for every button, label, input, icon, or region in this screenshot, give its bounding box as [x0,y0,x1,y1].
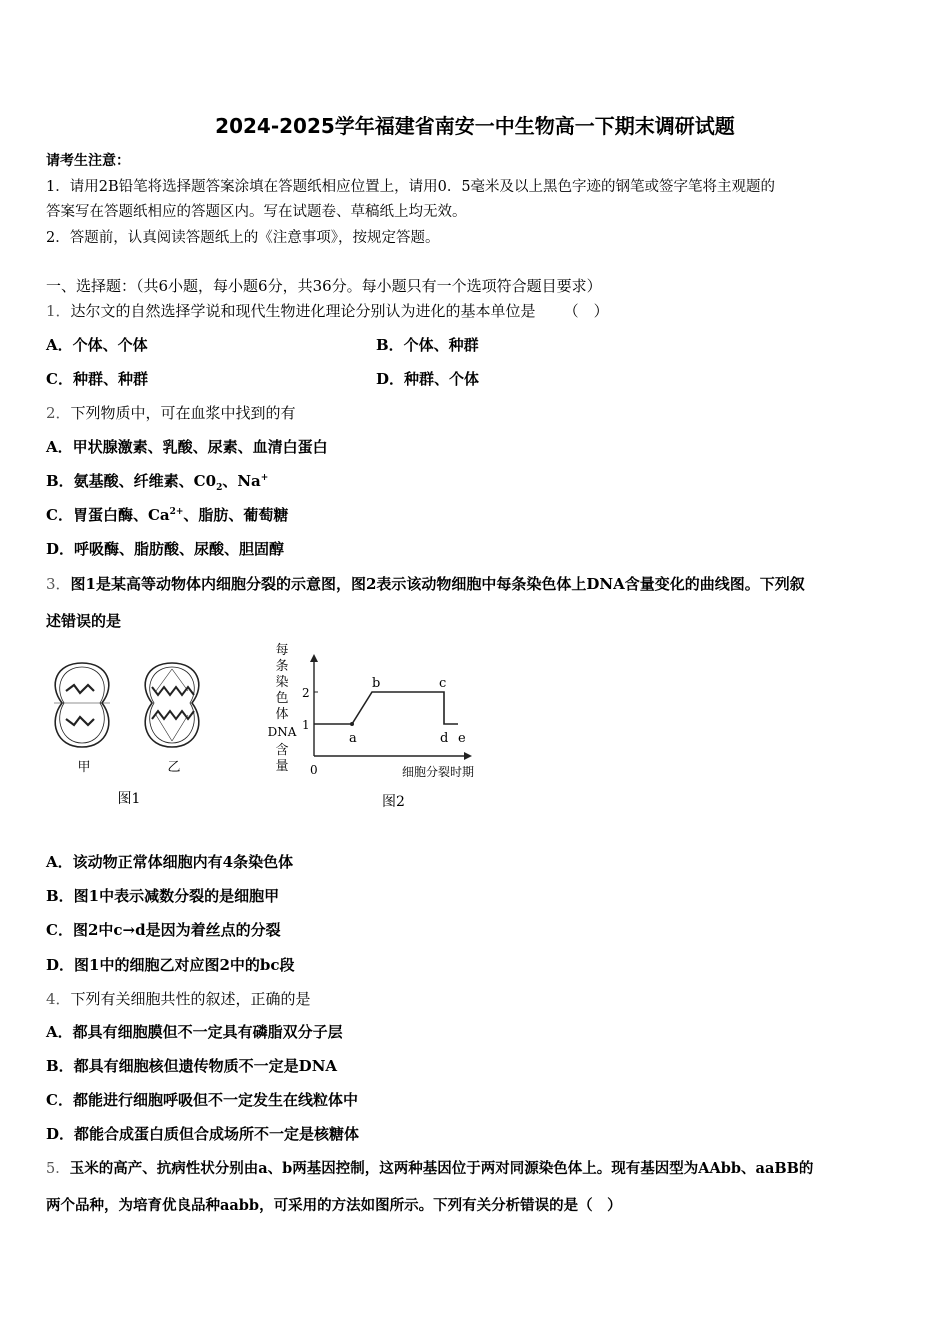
question-stem-cont: 述错误的是 [46,612,122,630]
dna-curve [314,692,458,724]
x-axis-arrow [464,752,472,760]
question-number: 2． [46,404,71,422]
question-2 [46,403,296,423]
figure-2-caption: 图2 [382,794,405,810]
notice-line1a: 1．请用2B铅笔将选择题答案涂填在答题纸相应位置上，请用0．5毫米及以上黑色字迹的钢笔或签字笔将主观题的 [46,179,776,195]
option-a: A．甲状腺激素、乳酸、尿素、血清白蛋白 [46,438,328,456]
question-stem: 图1是某高等动物体内细胞分裂的示意图，图2表示该动物细胞中每条染色体上DNA含量变化的曲线图。下列叙 [70,575,805,593]
question-number: 4． [46,990,71,1008]
label-a: a [349,731,357,746]
svg-text:量: 量 [275,759,289,774]
answer-blank: （ ） [563,302,609,320]
cell-yi-diagram [145,663,199,747]
question-stem: 下列物质中，可在血浆中找到的有 [70,404,296,422]
section-heading: 一、选择题：（共6小题，每小题6分，共36分。每小题只有一个选项符合题目要求） [46,277,602,295]
question-stem-cont: 两个品种，为培育优良品种aabb，可采用的方法如图所示。下列有关分析错误的是（ ） [46,1197,622,1214]
question-stem: 达尔文的自然选择学说和现代生物进化理论分别认为进化的基本单位是 [70,302,536,320]
svg-text:每: 每 [275,643,289,658]
option-d: D．都能合成蛋白质但合成场所不一定是核糖体 [46,1125,360,1143]
y-tick-2: 2 [302,686,310,700]
figure-2 [262,640,512,820]
svg-text:体: 体 [275,707,289,722]
svg-text:含: 含 [275,743,289,758]
question-3 [46,574,805,594]
question-number: 3． [46,575,71,593]
notice-line2: 2．答题前，认真阅读答题纸上的《注意事项》，按规定答题。 [46,230,440,246]
page-title: 2024-2025学年福建省南安一中生物高一下期末调研试题 [215,114,735,138]
y-tick-1: 1 [302,718,310,732]
option-b: B．个体、种群 [376,336,479,354]
point-a [350,722,354,726]
question-5 [46,1159,813,1179]
cell-jia-diagram [54,663,110,747]
x-axis-label: 细胞分裂时期 [402,765,475,779]
svg-text:条: 条 [275,659,289,674]
y-axis-arrow [310,654,318,662]
option-c: C．图2中c→d是因为着丝点的分裂 [46,921,281,939]
notice-heading: 请考生注意： [46,153,130,169]
question-4 [46,989,311,1009]
label-e: e [458,731,466,746]
option-b: B．都具有细胞核但遗传物质不一定是DNA [46,1057,338,1075]
option-b: B．氨基酸、纤维素、$C0_2$、Na+ [46,472,269,493]
cell-yi-label: 乙 [167,760,181,775]
question-stem: 玉米的高产、抗病性状分别由a、b两基因控制，这两种基因位于两对同源染色体上。现有基因型为AAbb、aaBB的 [69,1160,814,1177]
question-number: 5． [46,1161,70,1177]
y-axis-label [268,643,297,774]
svg-text:染: 染 [275,675,289,690]
origin-label: 0 [310,763,318,777]
label-d: d [440,731,449,746]
svg-text:DNA: DNA [267,725,297,739]
figure-1-caption: 图1 [117,791,141,807]
option-c: C．都能进行细胞呼吸但不一定发生在线粒体中 [46,1091,358,1109]
option-d: D．呼吸酶、脂肪酸、尿酸、胆固醇 [46,540,285,558]
option-c: C．种群、种群 [46,370,148,388]
option-a: A．都具有细胞膜但不一定具有磷脂双分子层 [46,1023,343,1041]
option-d: D．种群、个体 [376,370,480,388]
question-1 [46,301,609,321]
option-d: D．图1中的细胞乙对应图2中的bc段 [46,956,295,974]
option-a: A．该动物正常体细胞内有4条染色体 [46,853,294,871]
option-a: A．个体、个体 [46,336,148,354]
option-c: C．胃蛋白酶、$Ca^{2+}$、脂肪、葡萄糖 [46,506,289,524]
notice-line1b: 答案写在答题纸相应的答题区内。写在试题卷、草稿纸上均无效。 [46,204,467,220]
question-stem: 下列有关细胞共性的叙述，正确的是 [70,990,311,1008]
question-number: 1． [46,302,71,320]
label-b: b [372,676,381,691]
svg-text:色: 色 [275,691,289,706]
option-b: B．图1中表示减数分裂的是细胞甲 [46,887,280,905]
cell-jia-label: 甲 [77,760,91,775]
label-c: c [439,676,447,691]
figure-1 [44,655,234,815]
